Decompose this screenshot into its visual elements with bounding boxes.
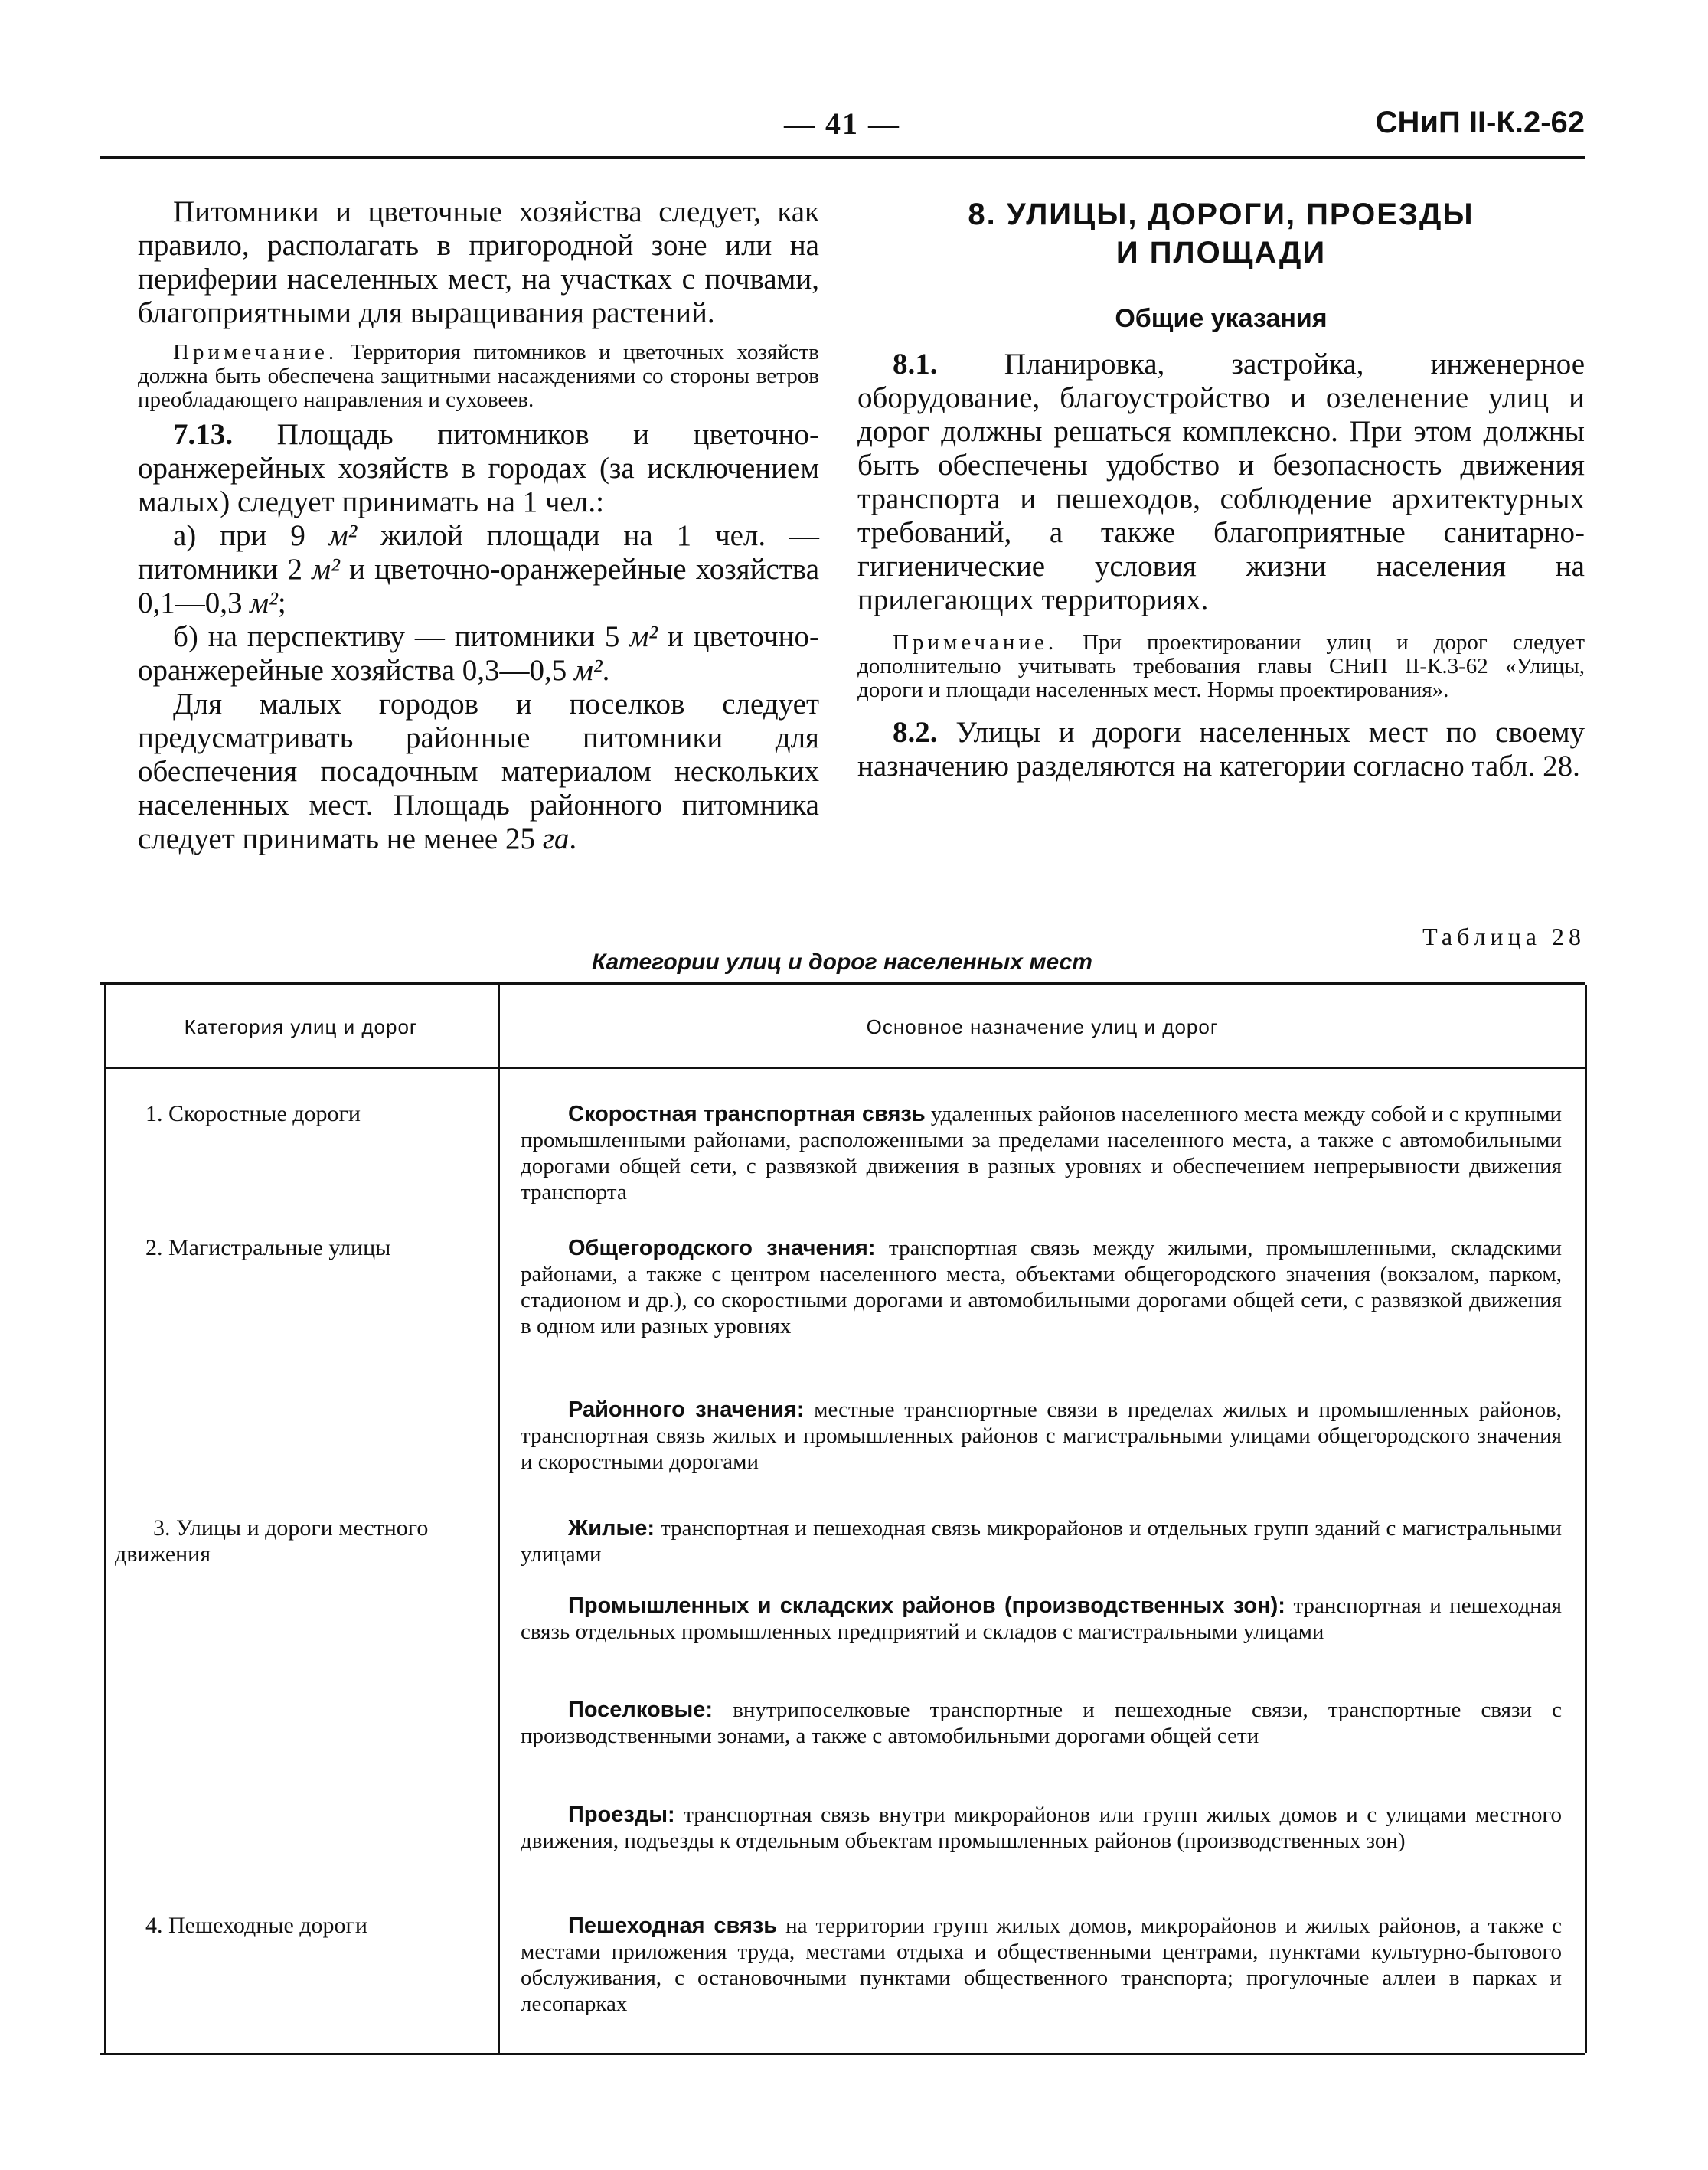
table-28 — [100, 982, 1585, 2055]
paragraph-8-1 — [857, 348, 1585, 617]
unit-m2: м² — [328, 519, 358, 552]
text-end: . — [569, 822, 577, 855]
page-header — [100, 106, 1585, 152]
text-a4: ; — [277, 587, 286, 619]
text-a2: жилой площади на 1 чел. — питомники 2 — [138, 519, 820, 586]
table-row — [521, 1235, 1562, 1339]
unit-ha: га — [542, 822, 570, 855]
row-term: Промышленных и складских районов (производственных зон): — [568, 1593, 1285, 1618]
table-header-purpose: Основное назначение улиц и дорог — [866, 1015, 1219, 1038]
subsection-title: Общие указания — [1115, 304, 1328, 333]
table-row — [521, 1802, 1562, 1854]
paragraph-nurseries: Питомники и цветочные хозяйства следует, как правило, располагать в пригородной зоне или на периферии населенных мест, на участках с почвами, благоприятными для выращивания растений. — [138, 195, 819, 329]
text-small-towns: Для малых городов и поселков следует предусматривать районные питомники для обеспечения посадочным материалом нескольких населенных мест. Площадь районного питомника следует принимать не менее 25 — [138, 688, 819, 855]
row-text: транспортная связь между жилыми, промышленными, складскими районами, а также с центром населенного места, объектами общегородского значения (вокзалом, парком, стадионом и др.), со скоростными дорогами и автомобильными дорогами общей сети, с развязкой движения в одном или разных уровнях — [521, 1236, 1562, 1338]
section-title-line-2: И ПЛОЩАДИ — [1115, 236, 1327, 270]
table-row — [521, 1101, 1562, 1205]
table-category-2: 2. Магистральные улицы — [145, 1235, 391, 1260]
row-term: Скоростная транспортная связь — [568, 1102, 926, 1126]
row-term: Общегородского значения: — [568, 1236, 876, 1260]
note-text: Территория питомников и цветочных хозяйств должна быть обеспечена защитными насаждениями со стороны ветров преобладающего направления и суховеев. — [138, 340, 819, 412]
row-text: удаленных районов населенного места между собой и с крупными промышленными районами, расположенными за пределами населенного места, а также с автомобильными дорогами общей сети, с развязкой движения в разных уровнях и обеспечением непрерывности движения транспорта — [521, 1102, 1563, 1204]
clause-number: 7.13. — [173, 418, 233, 451]
table-border-left — [104, 985, 106, 2053]
clause-text: Площадь питомников и цветочно-оранжерейных хозяйств в городах (за исключением малых) следует принимать на 1 чел.: — [138, 418, 819, 518]
table-border-right — [1585, 985, 1587, 2053]
note-8-1 — [857, 631, 1585, 702]
row-text: транспортная связь внутри микрорайонов или групп жилых домов и с улицами местного движения, подъезды к отдельным объектам промышленных районов (производственных зон) — [521, 1802, 1562, 1853]
left-column — [138, 195, 819, 856]
clause-number: 8.1. — [893, 348, 938, 381]
row-text: внутрипоселковые транспортные и пешеходные связи, транспортные связи с производственными зонами, а также с автомобильными дорогами общей сети — [521, 1698, 1562, 1748]
text-b1: б) на перспективу — питомники 5 — [173, 620, 620, 653]
table-column-divider — [498, 985, 500, 2053]
row-text: на территории групп жилых домов, микрорайонов и жилых районов, а также с местами приложения труда, местами отдыха и общественными центрами, пунктами культурно-бытового обслуживания, с остановочными пунктами общественного транспорта; прогулочные аллеи в парках и лесопарках — [521, 1913, 1562, 2016]
table-row — [521, 1593, 1562, 1645]
right-column — [857, 195, 1585, 783]
table-category-4: 4. Пешеходные дороги — [145, 1913, 367, 1938]
paragraph-small-towns — [138, 688, 819, 856]
clause-text: Планировка, застройка, инженерное оборудование, благоустройство и озеленение улиц и дорог должны решаться комплексно. При этом должны быть обеспечены удобство и безопасность движения транспорта и пешеходов, соблюдение архитектурных требований, а также благоприятные санитарно-гигиенические условия жизни населения на прилегающих территориях. — [857, 348, 1586, 616]
row-text: местные транспортные связи в пределах жилых и промышленных районов, транспортная связь жилых и промышленных районов с магистральными улицами общегородского значения и скоростными дорогами — [521, 1397, 1562, 1474]
note-text: При проектировании улиц и дорог следует дополнительно учитывать требования главы СНиП II-К.3-62 «Улицы, дороги и площади населенных мест. Нормы проектирования». — [857, 630, 1585, 702]
row-text: транспортная и пешеходная связь отдельных промышленных предприятий и складов с магистральными улицами — [521, 1593, 1563, 1644]
unit-m2: м² — [250, 587, 278, 619]
paragraph-7-13 — [138, 418, 819, 519]
note-nurseries — [138, 341, 819, 412]
header-rule — [100, 156, 1585, 159]
paragraph-7-13-a — [138, 519, 819, 620]
table-caption: Категории улиц и дорог населенных мест — [592, 949, 1092, 975]
section-title-line-1: 8. УЛИЦЫ, ДОРОГИ, ПРОЕЗДЫ — [968, 198, 1474, 231]
document-code: СНиП II-К.2-62 — [1375, 106, 1585, 139]
table-category-3: 3. Улицы и дороги местного движения — [115, 1515, 429, 1567]
text-b2: и цветочно-оранжерейные хозяйства 0,3—0,5 — [138, 620, 820, 687]
row-text: транспортная и пешеходная связь микрорайонов и отдельных групп зданий с магистральными улицами — [521, 1516, 1562, 1567]
table-header-rule — [104, 1067, 1585, 1069]
table-row — [521, 1397, 1562, 1475]
text-b3: . — [602, 654, 610, 687]
section-title — [857, 195, 1585, 272]
table-header-category: Категория улиц и дорог — [184, 1015, 418, 1038]
page-number: — 41 — — [784, 106, 900, 141]
table-label: Таблица 28 — [1422, 923, 1586, 950]
unit-m2: м² — [574, 654, 603, 687]
unit-m2: м² — [629, 620, 658, 653]
row-term: Жилые: — [568, 1516, 655, 1541]
paragraph-7-13-b — [138, 620, 819, 688]
note-label: Примечание. — [173, 340, 338, 364]
row-term: Пешеходная связь — [568, 1913, 778, 1938]
clause-number: 8.2. — [893, 716, 938, 749]
row-term: Проезды: — [568, 1802, 675, 1827]
text-a1: а) при 9 — [173, 519, 305, 552]
row-term: Поселковые: — [568, 1698, 714, 1722]
row-term: Районного значения: — [568, 1397, 805, 1422]
unit-m2: м² — [312, 553, 340, 586]
table-row — [521, 1913, 1562, 2017]
table-row — [521, 1697, 1562, 1749]
table-row — [521, 1515, 1562, 1567]
clause-text: Улицы и дороги населенных мест по своему назначению разделяются на категории согласно табл. 28. — [857, 716, 1585, 783]
table-category-1: 1. Скоростные дороги — [145, 1101, 361, 1126]
text-a3: и цветочно-оранжерейные хозяйства 0,1—0,3 — [138, 553, 820, 619]
paragraph-8-2 — [857, 716, 1585, 783]
note-label: Примечание. — [893, 630, 1058, 655]
